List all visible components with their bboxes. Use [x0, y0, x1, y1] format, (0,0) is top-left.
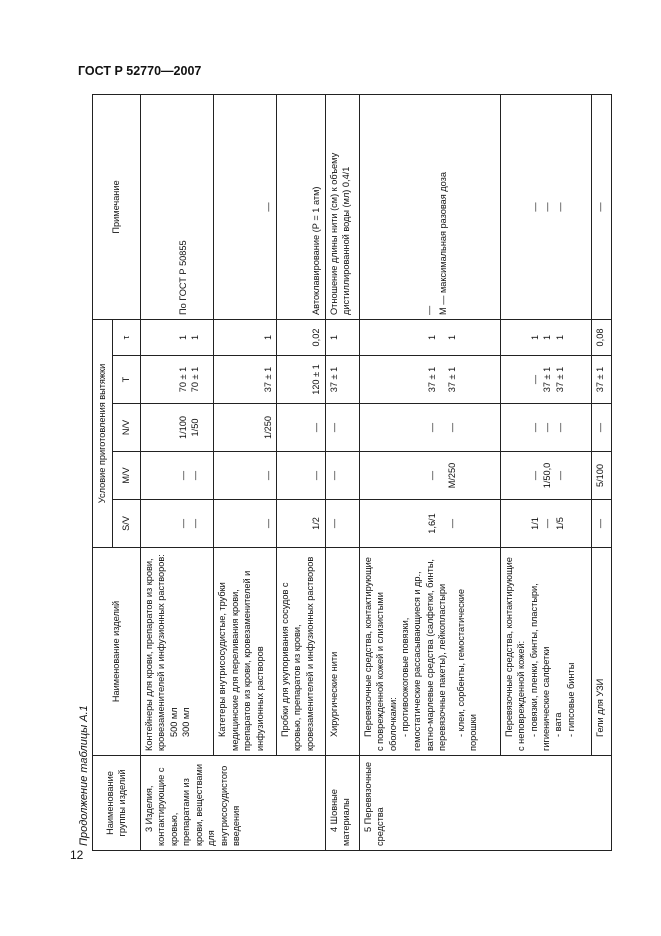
cell-mv: 5/100 [591, 452, 611, 500]
cell-tau: 1 1 1 [500, 319, 591, 355]
col-header-product: Наименование изделий [93, 548, 141, 756]
cell-sv: — [214, 500, 277, 548]
cell-tau: 1 [214, 319, 277, 355]
page-number: 12 [70, 848, 84, 862]
cell-t: 120 ± 1 [277, 356, 326, 404]
col-header-sv: S/V [112, 500, 140, 548]
cell-sv: 1/2 [277, 500, 326, 548]
cell-tau: 0,08 [591, 319, 611, 355]
cell-note: — M — максимальная разовая доза [359, 94, 500, 319]
col-header-nv: N/V [112, 404, 140, 452]
col-header-note: Примечание [93, 94, 141, 319]
cell-nv: 1/100 1/50 [140, 404, 213, 452]
cell-sv: 1,6/1 — [359, 500, 500, 548]
cell-t: — 37 ± 1 37 ± 1 [500, 356, 591, 404]
cell-sv: — [591, 500, 611, 548]
cell-product: Контейнеры для крови, препаратов из крови, кровезаменителей и инфузионных растворов: 500 мл 300 мл [140, 548, 213, 756]
cell-sv: — — [140, 500, 213, 548]
table-row [359, 94, 500, 850]
cell-tau: 0,02 [277, 319, 326, 355]
rotated-table-wrapper [92, 95, 612, 851]
cell-sv: — [325, 500, 359, 548]
cell-note: — [591, 94, 611, 319]
cell-note: По ГОСТ Р 50855 [140, 94, 213, 319]
document-id: ГОСТ Р 52770—2007 [78, 64, 202, 78]
cell-nv: — — [359, 404, 500, 452]
cell-product: Катетеры внутрисосудистые, трубки медицинские для переливания крови, препаратов из крови, кровезаменителей и инфузионных растворов [214, 548, 277, 756]
cell-note: Отношение длины нити (см) к объему дистиллированной воды (мл) 0,4/1 [325, 94, 359, 319]
cell-nv: — [277, 404, 326, 452]
cell-tau: 1 1 [140, 319, 213, 355]
table-row [140, 94, 213, 850]
cell-mv: — 1/50,0 — [500, 452, 591, 500]
cell-product: Пробки для укупоривания сосудов с кровью, препаратов из крови, кровезаменителей и инфузионных растворов [277, 548, 326, 756]
cell-tau: 1 [325, 319, 359, 355]
cell-t: 37 ± 1 37 ± 1 [359, 356, 500, 404]
cell-group: 5 Перевязочные средства [359, 756, 611, 851]
data-table [92, 94, 612, 851]
cell-mv: — [277, 452, 326, 500]
col-header-group: Наименование группы изделий [93, 756, 141, 851]
table-caption: Продолжение таблицы А.1 [78, 705, 90, 846]
cell-nv: — [325, 404, 359, 452]
cell-group: 4 Шовные материалы [325, 756, 359, 851]
table-row [277, 94, 326, 850]
cell-t: 37 ± 1 [214, 356, 277, 404]
cell-note: — — — [500, 94, 591, 319]
col-header-conditions: Условие приготовления вытяжки [93, 319, 113, 547]
cell-product: Перевязочные средства, контактирующие с неповрежденной кожей: - повязки, пленки, бинты, пластыри, гигиенические салфетки - вата - гипсовые бинты [500, 548, 591, 756]
cell-nv: — [591, 404, 611, 452]
cell-mv: — — [140, 452, 213, 500]
cell-product: Гели для УЗИ [591, 548, 611, 756]
cell-mv: — [325, 452, 359, 500]
cell-note: — [214, 94, 277, 319]
col-header-t: T [112, 356, 140, 404]
table-row [214, 94, 277, 850]
table-row [325, 94, 359, 850]
col-header-tau: τ [112, 319, 140, 355]
cell-t: 37 ± 1 [325, 356, 359, 404]
cell-tau: 1 1 [359, 319, 500, 355]
table-row [591, 94, 611, 850]
cell-mv: — [214, 452, 277, 500]
cell-sv: 1/1 — 1/5 [500, 500, 591, 548]
cell-group: 3 Изделия, контактирующие с кровью, препаратами из крови, веществами для внутрисосудистого введения [140, 756, 325, 851]
header-row-1 [93, 94, 113, 850]
cell-t: 70 ± 1 70 ± 1 [140, 356, 213, 404]
cell-nv: — — — [500, 404, 591, 452]
cell-product: Перевязочные средства, контактирующие с поврежденной кожей и слизистыми оболочками: - противоожоговые повязки, гемостатические рассасывающиеся и др., ватно-марлевые средства (салфетки, бинты, перевязочные пакеты), лейкопластыри - клеи, сорбенты, гемостатические порошки [359, 548, 500, 756]
cell-product: Хирургические нити [325, 548, 359, 756]
cell-mv: — M/250 [359, 452, 500, 500]
cell-t: 37 ± 1 [591, 356, 611, 404]
col-header-mv: M/V [112, 452, 140, 500]
cell-note: Автоклавирование (Р = 1 атм) [277, 94, 326, 319]
cell-nv: 1/250 [214, 404, 277, 452]
table-row [500, 94, 591, 850]
